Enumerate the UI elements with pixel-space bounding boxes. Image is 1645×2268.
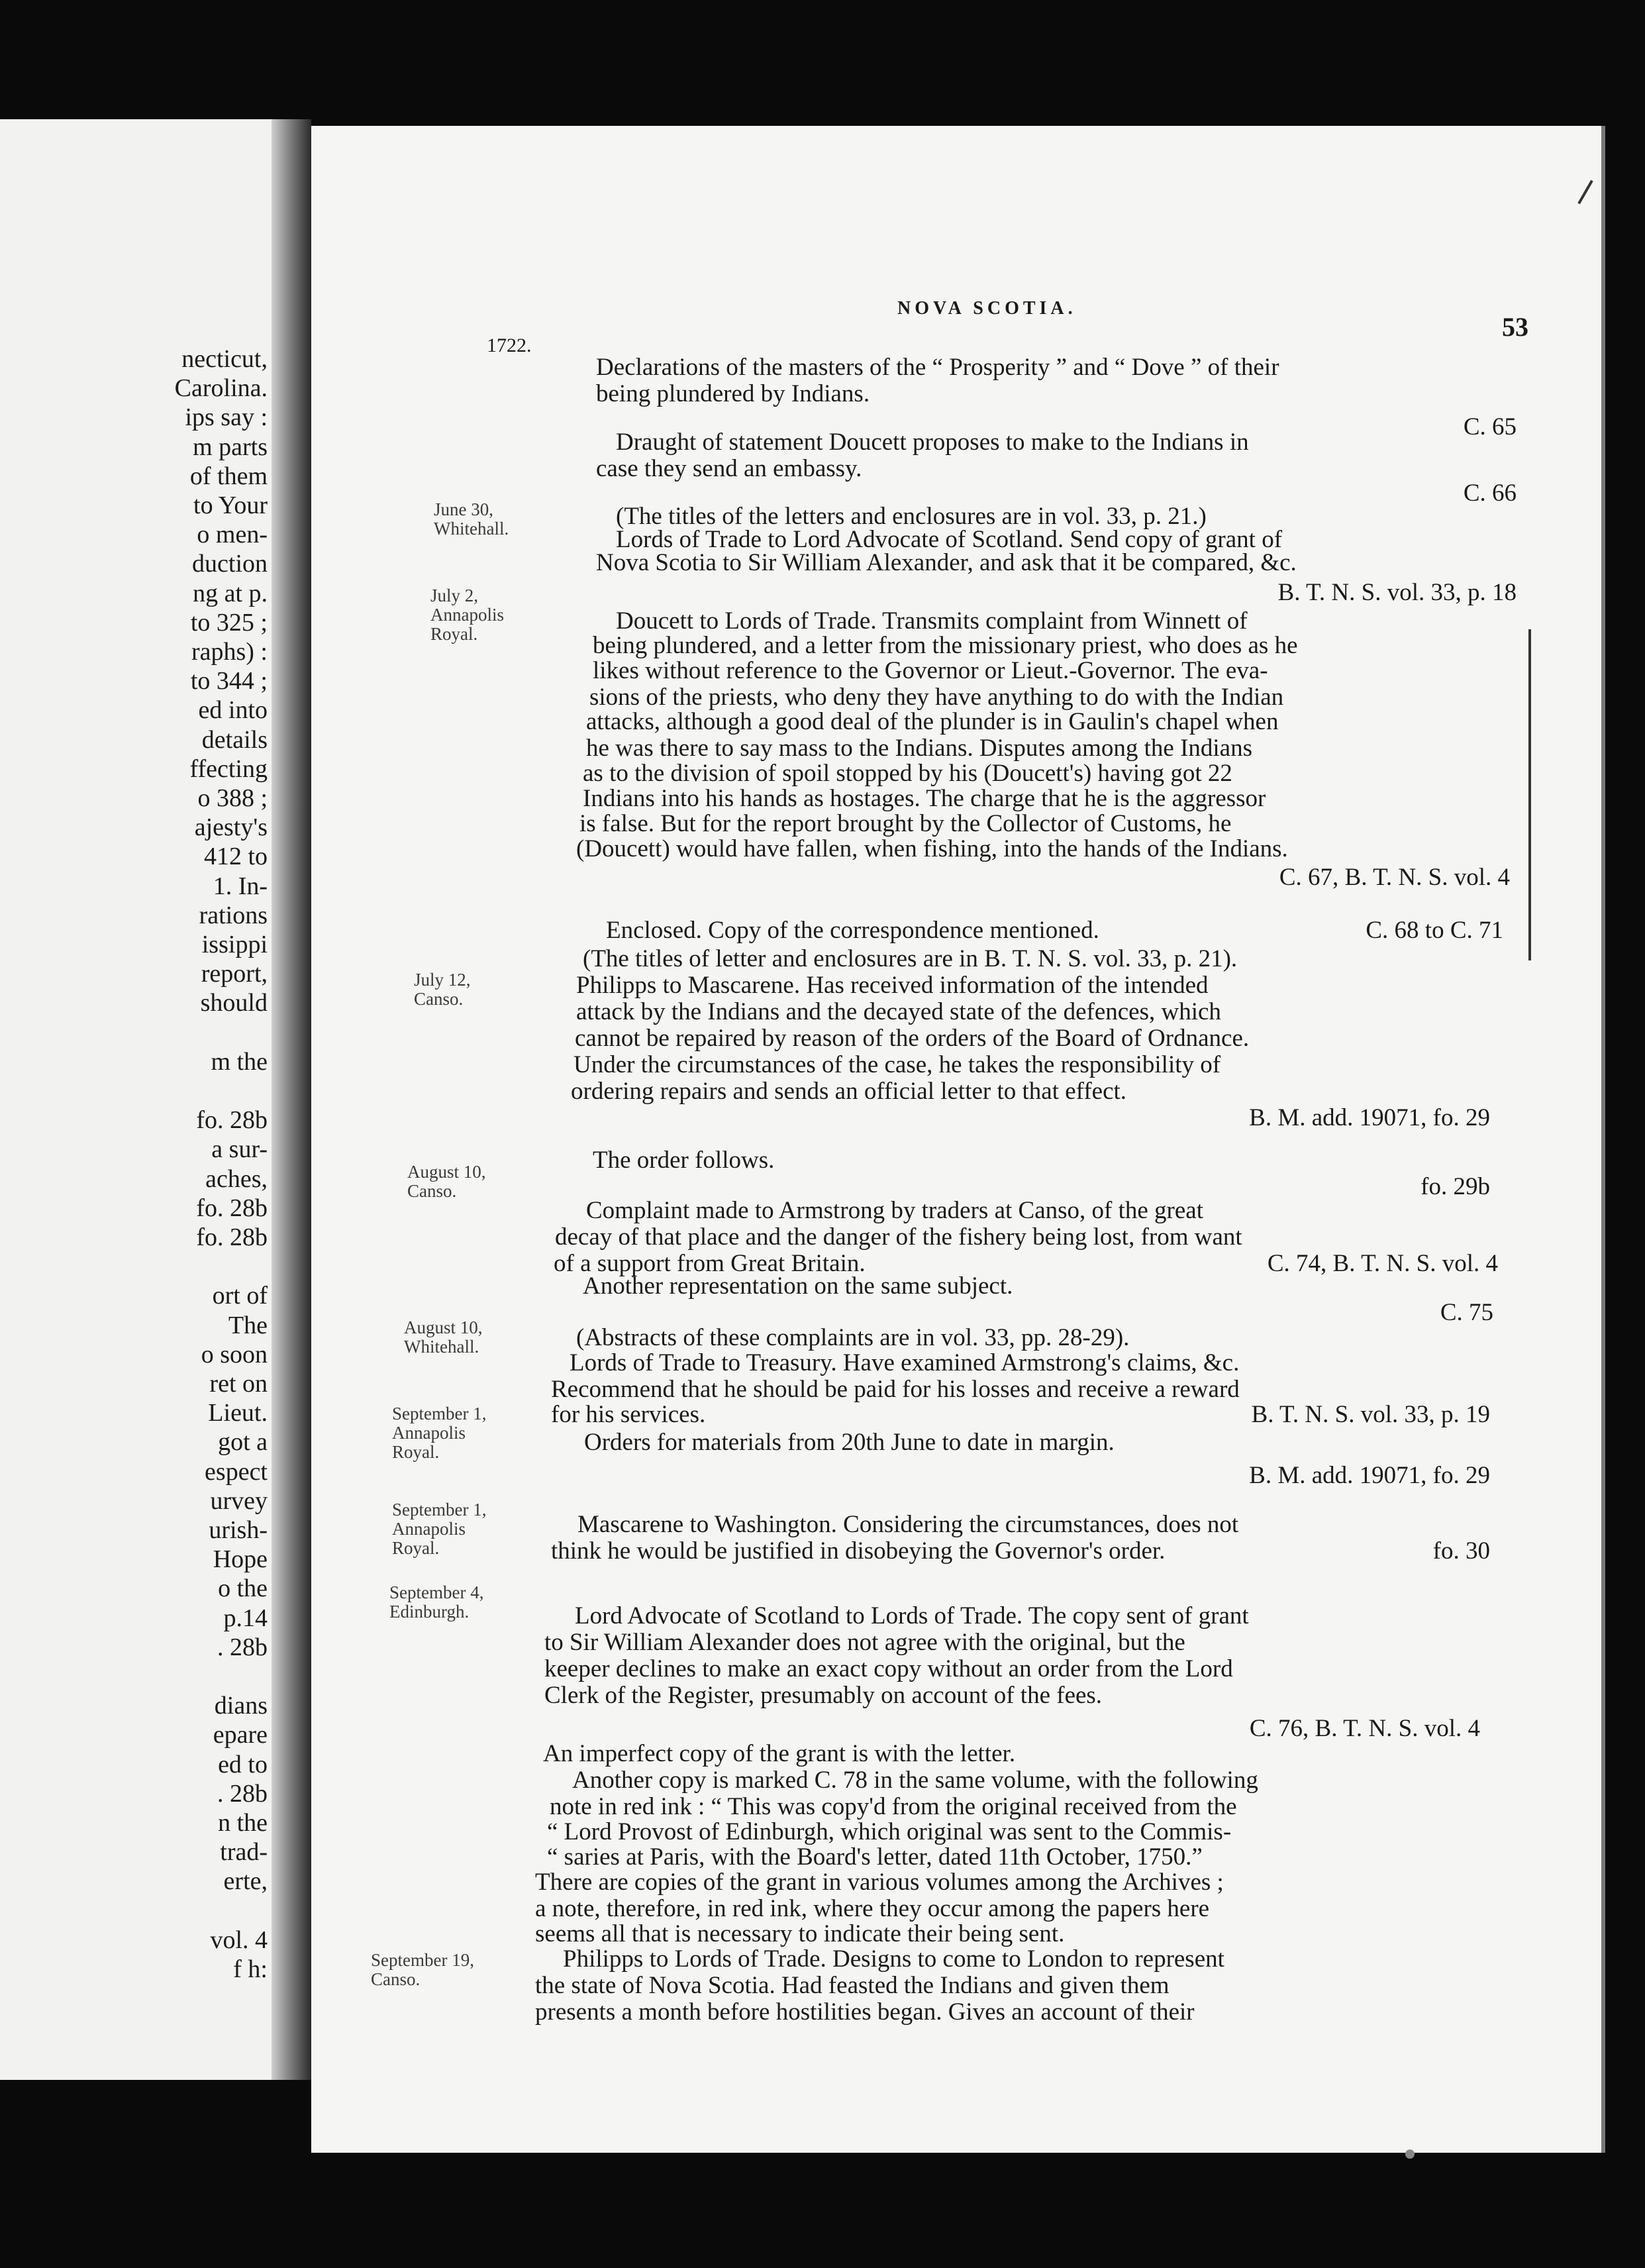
text-line: Indians into his hands as hostages. The charge that he is the aggressor [583,785,1266,812]
running-head: NOVA SCOTIA. [897,298,1077,319]
left-page-fragment: f h: [233,1955,268,1983]
margin-date-line: July 2, [430,586,479,605]
left-page-fragment: issippi [201,931,268,958]
text-line: keeper declines to make an exact copy without an order from the Lord [544,1655,1233,1682]
citation-reference: fo. 29b [1421,1173,1490,1200]
text-line: think he would be justified in disobeying the Governor's order. [551,1537,1166,1565]
left-page-fragment: ajesty's [194,813,268,842]
citation-reference: C. 65 [1463,413,1517,440]
margin-date-line: Edinburgh. [389,1602,470,1622]
left-page-fragment: erte, [223,1867,268,1896]
left-page-fragment: trad- [220,1838,268,1867]
text-line: Mascarene to Washington. Considering the circumstances, does not [577,1511,1239,1538]
margin-date-line: Whitehall. [404,1337,479,1357]
left-page-fragment: m the [211,1047,268,1076]
left-page-fragment: urvey [210,1486,268,1515]
book-gutter [272,119,311,2080]
margin-date-line: Canso. [371,1969,421,1989]
margin-date-line: Canso. [407,1181,457,1201]
text-line: Recommend that he should be paid for his losses and receive a reward [551,1376,1240,1403]
text-line: for his services. [551,1401,706,1428]
margin-date-line: Annapolis [430,605,504,625]
citation-reference: B. T. N. S. vol. 33, p. 19 [1251,1401,1490,1428]
citation-reference: fo. 30 [1432,1537,1490,1565]
text-line: An imperfect copy of the grant is with the letter. [543,1740,1016,1767]
text-line: Another representation on the same subject. [583,1272,1013,1300]
text-line: seems all that is necessary to indicate their being sent. [535,1920,1065,1947]
left-page-fragment: to 325 ; [190,608,268,637]
text-line: presents a month before hostilities began. Gives an account of their [535,1998,1195,2026]
left-page-fragment: epare [213,1721,268,1749]
left-page-fragment: vol. 4 [210,1926,268,1954]
text-line: Declarations of the masters of the “ Prosperity ” and “ Dove ” of their [596,354,1279,381]
margin-date-line: Royal. [392,1538,440,1558]
text-line: likes without reference to the Governor or Lieut.-Governor. The eva- [593,657,1268,684]
left-page-fragment: duction [192,550,268,578]
left-page-fragment: ort of [212,1282,268,1310]
text-line: Lords of Trade to Lord Advocate of Scotland. Send copy of grant of [616,526,1283,553]
left-page-fragment: dians [214,1692,268,1720]
text-line: attack by the Indians and the decayed state of the defences, which [576,998,1221,1025]
ink-spot [1405,2149,1415,2159]
left-page-fragment: to 344 ; [190,667,268,696]
margin-date-line: Annapolis [392,1423,466,1443]
text-line: “ saries at Paris, with the Board's letter, dated 11th October, 1750.” [547,1843,1203,1871]
left-page-fragment: necticut, [181,345,268,373]
text-line: Lord Advocate of Scotland to Lords of Trade. The copy sent of grant [575,1602,1249,1629]
left-page-fragment: o the [218,1574,268,1603]
text-line: “ Lord Provost of Edinburgh, which original was sent to the Commis- [547,1818,1232,1845]
text-line: being plundered by Indians. [596,380,870,407]
text-line: Enclosed. Copy of the correspondence mentioned. [606,917,1099,944]
left-page-fragment: raphs) : [191,638,268,666]
left-page-fragment: The [228,1311,268,1339]
left-page-fragment: ng at p. [193,579,268,607]
margin-date-line: August 10, [407,1162,486,1182]
text-line: The order follows. [593,1147,775,1174]
text-line: Lords of Trade to Treasury. Have examined Armstrong's claims, &c. [570,1349,1240,1376]
margin-date-line: September 19, [371,1950,474,1970]
margin-date-line: Whitehall. [434,519,509,539]
left-page-fragment: Carolina. [174,374,268,403]
margin-date-line: Canso. [414,989,464,1009]
margin-date-line: September 4, [389,1582,484,1602]
text-line: Philipps to Mascarene. Has received information of the intended [576,972,1209,999]
citation-reference: C. 74, B. T. N. S. vol. 4 [1267,1250,1498,1277]
left-page-fragment: rations [199,901,268,929]
text-line: Nova Scotia to Sir William Alexander, and ask that it be compared, &c. [596,549,1297,576]
text-line: decay of that place and the danger of the fishery being lost, from want [555,1223,1242,1251]
sidebar-rule [1528,629,1531,960]
left-page-fragment: espect [205,1457,268,1486]
text-line: Orders for materials from 20th June to date in margin. [584,1429,1115,1456]
text-line: sions of the priests, who deny they have anything to do with the Indian [589,684,1284,711]
text-line: Complaint made to Armstrong by traders at Canso, of the great [586,1197,1203,1224]
text-line: is false. But for the report brought by the Collector of Customs, he [579,810,1232,837]
citation-reference: C. 67, B. T. N. S. vol. 4 [1279,864,1510,891]
citation-reference: B. M. add. 19071, fo. 29 [1249,1462,1490,1489]
margin-date-line: Annapolis [392,1519,466,1539]
left-page-fragment: aches, [205,1164,268,1193]
left-page-fragment: . 28b [217,1779,268,1808]
text-line: (Abstracts of these complaints are in vol. 33, pp. 28-29). [576,1324,1130,1351]
left-page-fragment: 1. In- [213,872,268,900]
text-line: attacks, although a good deal of the plunder is in Gaulin's chapel when [586,708,1279,735]
left-page-fragment: fo. 28b [196,1106,268,1135]
citation-reference: C. 66 [1463,480,1517,507]
left-page-fragment: details [201,725,268,754]
year-heading: 1722. [487,335,532,356]
left-page-fragment: Hope [213,1545,268,1574]
left-page-fragment: a sur- [211,1135,268,1164]
left-page-fragment: report, [201,960,268,988]
left-page-fragment: o 388 ; [197,784,268,812]
text-line: There are copies of the grant in various volumes among the Archives ; [535,1869,1224,1896]
margin-date-line: June 30, [434,499,493,519]
margin-date-line: September 1, [392,1404,487,1423]
text-line: case they send an embassy. [596,455,862,482]
left-page-fragment: urish- [209,1516,268,1544]
margin-date-line: August 10, [404,1317,483,1337]
left-page-fragment: got a [218,1428,268,1457]
left-page-fragment: Lieut. [208,1399,268,1427]
left-page-fragment: o soon [201,1340,268,1368]
margin-date-line: Royal. [430,624,478,644]
text-line: Another copy is marked C. 78 in the same volume, with the following [572,1767,1258,1794]
left-page-fragment: to Your [193,491,268,519]
left-page-fragment: n the [218,1809,268,1837]
text-line: of a support from Great Britain. [554,1250,866,1277]
left-page-fragment: ed into [198,696,268,725]
text-line: he was there to say mass to the Indians. Disputes among the Indians [586,735,1252,762]
left-page-fragment: should [200,989,268,1017]
citation-reference: B. T. N. S. vol. 33, p. 18 [1277,579,1517,606]
text-line: a note, therefore, in red ink, where they occur among the papers here [535,1895,1210,1922]
citation-reference: C. 68 to C. 71 [1366,917,1503,944]
left-page-fragment: of them [189,462,268,490]
page-number: 53 [1502,312,1528,342]
left-page-fragment: . 28b [217,1633,268,1661]
left-page-fragment: 412 to [203,843,268,871]
text-line: as to the division of spoil stopped by his (Doucett's) having got 22 [583,760,1232,787]
text-line: to Sir William Alexander does not agree with the original, but the [544,1629,1185,1656]
text-line: Under the circumstances of the case, he takes the responsibility of [573,1051,1221,1078]
text-line: Philipps to Lords of Trade. Designs to come to London to represent [563,1945,1224,1973]
citation-reference: C. 75 [1440,1299,1493,1326]
text-line: Draught of statement Doucett proposes to make to the Indians in [616,429,1249,456]
text-line: Doucett to Lords of Trade. Transmits complaint from Winnett of [616,607,1248,635]
left-facing-page [0,119,272,2080]
margin-date-line: July 12, [414,970,471,990]
text-line: being plundered, and a letter from the missionary priest, who does as he [593,632,1298,659]
text-line: note in red ink : “ This was copy'd from the original received from the [550,1793,1237,1820]
citation-reference: C. 76, B. T. N. S. vol. 4 [1249,1715,1480,1742]
left-page-fragment: ips say : [185,403,268,432]
left-page-fragment: ret on [209,1370,268,1398]
text-line: ordering repairs and sends an official letter to that effect. [571,1078,1127,1105]
left-page-fragment: ed to [218,1750,268,1778]
margin-date-line: Royal. [392,1442,440,1462]
text-line: cannot be repaired by reason of the orders of the Board of Ordnance. [575,1025,1250,1052]
left-page-fragment: p.14 [223,1604,268,1632]
text-line: (The titles of the letters and enclosures are in vol. 33, p. 21.) [616,503,1207,530]
text-line: the state of Nova Scotia. Had feasted the Indians and given them [535,1972,1170,1999]
text-line: (Doucett) would have fallen, when fishing, into the hands of the Indians. [576,835,1288,862]
left-page-fragment: m parts [193,433,268,461]
text-line: (The titles of letter and enclosures are in B. T. N. S. vol. 33, p. 21). [583,945,1238,972]
left-page-fragment: fo. 28b [196,1194,268,1222]
left-page-fragment: ffecting [189,754,268,783]
citation-reference: B. M. add. 19071, fo. 29 [1249,1104,1490,1131]
left-page-fragment: o men- [197,521,268,549]
left-page-fragment: fo. 28b [196,1223,268,1251]
margin-date-line: September 1, [392,1500,487,1520]
text-line: Clerk of the Register, presumably on account of the fees. [544,1682,1103,1709]
